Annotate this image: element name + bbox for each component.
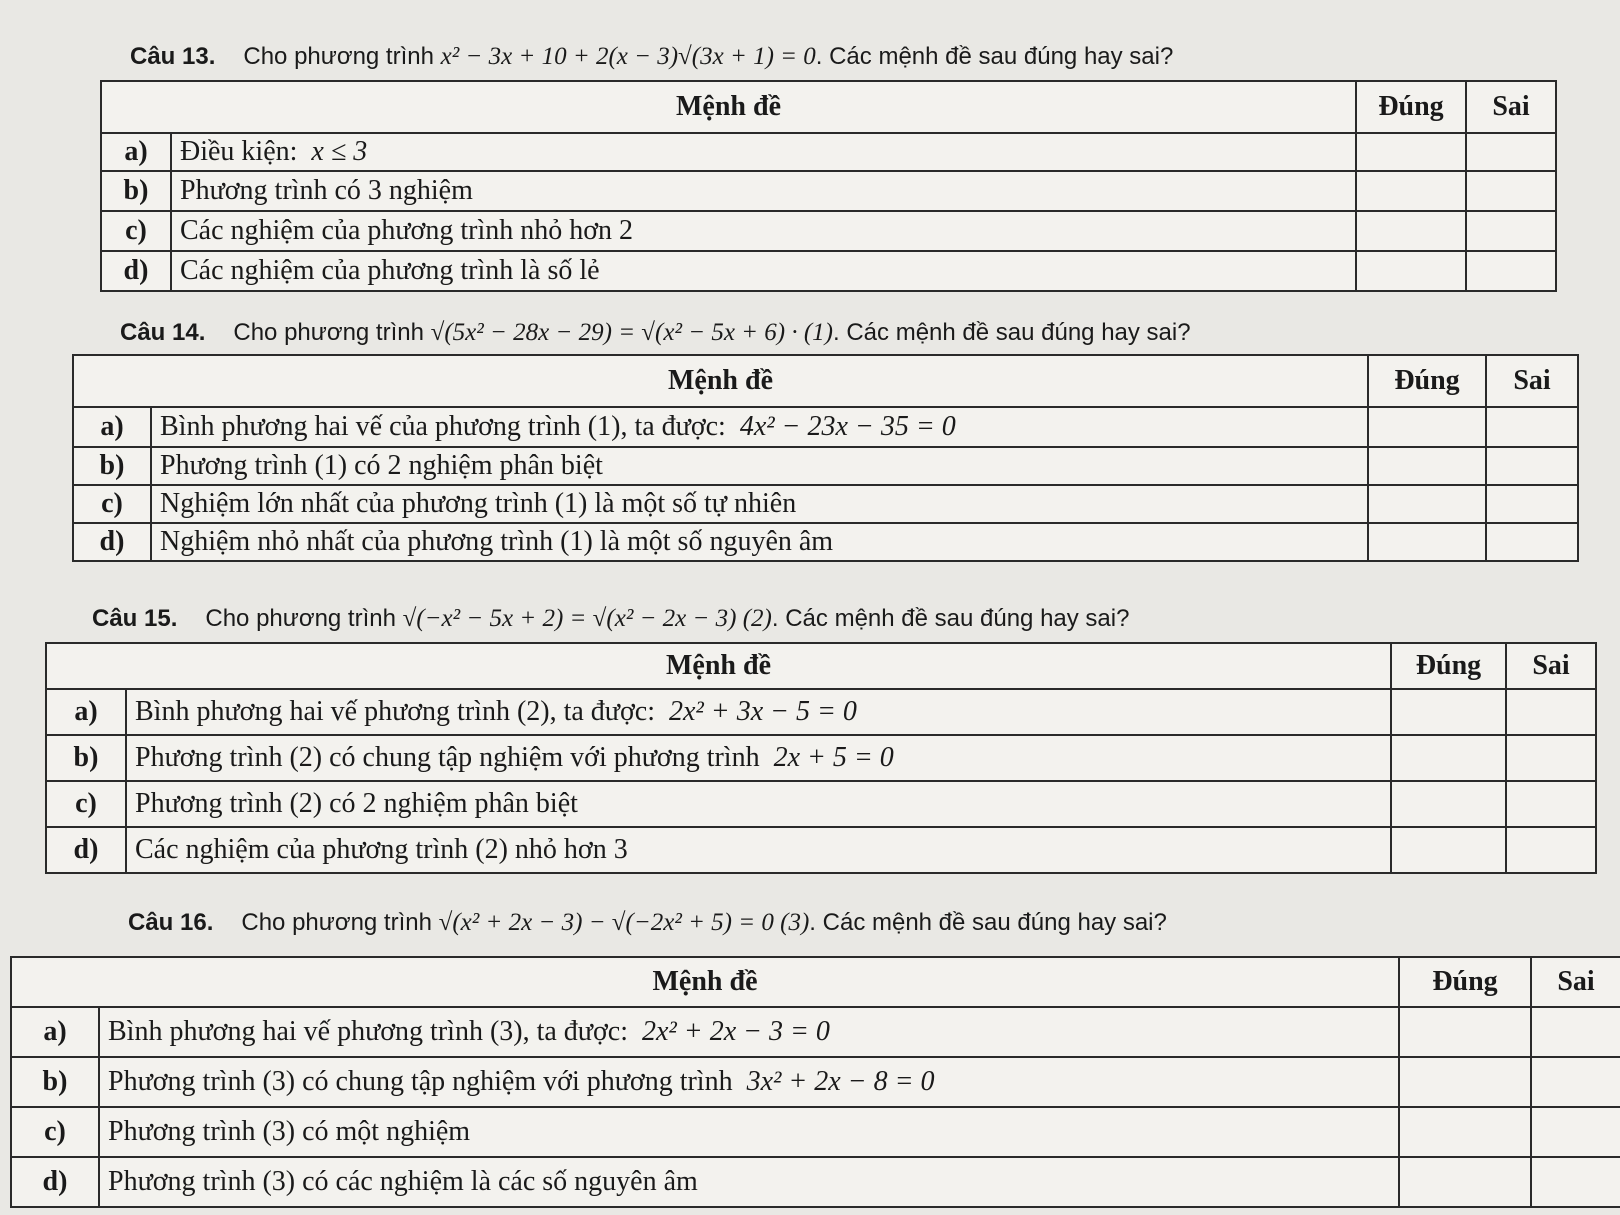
- table-row: [11, 1057, 1620, 1107]
- row-text: Nghiệm nhỏ nhất của phương trình (1) là một số nguyên âm: [160, 526, 834, 557]
- header-false: Sai: [1466, 81, 1556, 133]
- true-cell[interactable]: [1356, 171, 1466, 211]
- row-text: Các nghiệm của phương trình nhỏ hơn 2: [180, 215, 634, 246]
- header-true: Đúng: [1368, 355, 1486, 407]
- false-cell[interactable]: [1531, 1157, 1620, 1207]
- question-number: Câu 13.: [130, 43, 216, 70]
- true-cell[interactable]: [1399, 1107, 1531, 1157]
- question-13-prompt: [130, 40, 1173, 74]
- false-cell[interactable]: [1466, 171, 1556, 211]
- true-cell[interactable]: [1399, 1007, 1531, 1057]
- row-text: Bình phương hai vế phương trình (3), ta được:: [108, 1016, 628, 1047]
- false-cell[interactable]: [1506, 827, 1596, 873]
- true-cell[interactable]: [1368, 523, 1486, 561]
- question-14: [120, 316, 1191, 350]
- question-intro: Cho phương trình: [241, 909, 432, 936]
- row-label: a): [11, 1007, 99, 1057]
- row-statement: [151, 523, 1368, 561]
- header-false: Sai: [1506, 643, 1596, 689]
- question-equation: x² − 3x + 10 + 2(x − 3)√(3x + 1) = 0: [440, 43, 816, 70]
- true-cell[interactable]: [1368, 485, 1486, 523]
- row-label: d): [73, 523, 151, 561]
- row-label: b): [101, 171, 171, 211]
- question-number: Câu 14.: [120, 319, 206, 346]
- table-row: [73, 485, 1578, 523]
- row-math: 3x² + 2x − 8 = 0: [746, 1066, 935, 1097]
- true-cell[interactable]: [1368, 407, 1486, 447]
- header-true: Đúng: [1391, 643, 1506, 689]
- row-label: b): [73, 447, 151, 485]
- false-cell[interactable]: [1531, 1007, 1620, 1057]
- row-label: c): [46, 781, 126, 827]
- row-text: Phương trình (3) có một nghiệm: [108, 1116, 471, 1147]
- row-text: Phương trình có 3 nghiệm: [180, 175, 473, 206]
- row-math: 2x² + 2x − 3 = 0: [641, 1016, 830, 1047]
- row-label: b): [46, 735, 126, 781]
- true-cell[interactable]: [1356, 133, 1466, 171]
- question-suffix: . Các mệnh đề sau đúng hay sai?: [771, 605, 1130, 632]
- row-math: 2x + 5 = 0: [773, 742, 894, 773]
- question-suffix: . Các mệnh đề sau đúng hay sai?: [815, 43, 1174, 70]
- row-statement: [171, 211, 1356, 251]
- question-15-prompt: [92, 602, 1129, 636]
- row-label: a): [73, 407, 151, 447]
- table-row: [101, 211, 1556, 251]
- table-row: [101, 171, 1556, 211]
- row-text: Phương trình (2) có 2 nghiệm phân biệt: [135, 788, 578, 819]
- question-16-table: [10, 956, 1620, 1208]
- false-cell[interactable]: [1506, 781, 1596, 827]
- table-row: [46, 781, 1596, 827]
- question-13: [130, 40, 1173, 74]
- false-cell[interactable]: [1531, 1057, 1620, 1107]
- header-false: Sai: [1531, 957, 1620, 1007]
- row-statement: [126, 735, 1391, 781]
- row-statement: [99, 1107, 1399, 1157]
- header-true: Đúng: [1356, 81, 1466, 133]
- table-row: [101, 251, 1556, 291]
- row-label: c): [73, 485, 151, 523]
- row-label: a): [46, 689, 126, 735]
- row-statement: [151, 485, 1368, 523]
- true-cell[interactable]: [1356, 251, 1466, 291]
- false-cell[interactable]: [1506, 689, 1596, 735]
- question-16-prompt: [128, 906, 1167, 940]
- row-text: Phương trình (1) có 2 nghiệm phân biệt: [160, 450, 603, 481]
- row-statement: [126, 781, 1391, 827]
- row-text: Các nghiệm của phương trình (2) nhỏ hơn 3: [135, 834, 628, 865]
- row-statement: [126, 689, 1391, 735]
- row-math: x ≤ 3: [311, 136, 368, 167]
- true-cell[interactable]: [1399, 1057, 1531, 1107]
- header-true: Đúng: [1399, 957, 1531, 1007]
- row-label: d): [101, 251, 171, 291]
- question-intro: Cho phương trình: [243, 43, 434, 70]
- header-statement: Mệnh đề: [101, 81, 1356, 133]
- row-math: 2x² + 3x − 5 = 0: [668, 696, 857, 727]
- row-statement: [99, 1007, 1399, 1057]
- question-number: Câu 16.: [128, 909, 214, 936]
- row-text: Bình phương hai vế của phương trình (1), ta được:: [160, 411, 726, 442]
- false-cell[interactable]: [1486, 485, 1578, 523]
- table-row: [11, 1157, 1620, 1207]
- question-suffix: . Các mệnh đề sau đúng hay sai?: [833, 319, 1191, 346]
- true-cell[interactable]: [1356, 211, 1466, 251]
- table-row: [73, 407, 1578, 447]
- table-row: [46, 827, 1596, 873]
- row-text: Phương trình (2) có chung tập nghiệm với phương trình: [135, 742, 760, 773]
- false-cell[interactable]: [1466, 133, 1556, 171]
- table-row: [46, 689, 1596, 735]
- table-row: [11, 1107, 1620, 1157]
- question-equation: √(x² + 2x − 3) − √(−2x² + 5) = 0 (3): [438, 909, 810, 936]
- row-statement: [99, 1157, 1399, 1207]
- false-cell[interactable]: [1506, 735, 1596, 781]
- row-label: c): [11, 1107, 99, 1157]
- header-false: Sai: [1486, 355, 1578, 407]
- header-statement: Mệnh đề: [73, 355, 1368, 407]
- row-label: a): [101, 133, 171, 171]
- question-equation: √(−x² − 5x + 2) = √(x² − 2x − 3) (2): [402, 605, 772, 632]
- false-cell[interactable]: [1486, 523, 1578, 561]
- true-cell[interactable]: [1368, 447, 1486, 485]
- true-cell[interactable]: [1391, 735, 1506, 781]
- row-text: Phương trình (3) có các nghiệm là các số nguyên âm: [108, 1166, 698, 1197]
- row-math: 4x² − 23x − 35 = 0: [739, 411, 956, 442]
- header-statement: Mệnh đề: [11, 957, 1399, 1007]
- row-statement: [151, 407, 1368, 447]
- question-15-table: [45, 642, 1597, 874]
- false-cell[interactable]: [1486, 407, 1578, 447]
- table-row: [11, 1007, 1620, 1057]
- row-statement: [151, 447, 1368, 485]
- false-cell[interactable]: [1531, 1107, 1620, 1157]
- question-15: [92, 602, 1129, 636]
- question-16: [128, 906, 1167, 940]
- row-label: c): [101, 211, 171, 251]
- true-cell[interactable]: [1391, 689, 1506, 735]
- row-label: d): [11, 1157, 99, 1207]
- row-label: d): [46, 827, 126, 873]
- question-14-prompt: [120, 316, 1191, 350]
- row-text: Phương trình (3) có chung tập nghiệm với phương trình: [108, 1066, 733, 1097]
- row-statement: [99, 1057, 1399, 1107]
- question-13-table: [100, 80, 1557, 292]
- true-cell[interactable]: [1399, 1157, 1531, 1207]
- false-cell[interactable]: [1466, 251, 1556, 291]
- row-statement: [126, 827, 1391, 873]
- false-cell[interactable]: [1466, 211, 1556, 251]
- header-statement: Mệnh đề: [46, 643, 1391, 689]
- question-14-table: [72, 354, 1579, 562]
- question-equation: √(5x² − 28x − 29) = √(x² − 5x + 6) · (1): [430, 319, 834, 346]
- false-cell[interactable]: [1486, 447, 1578, 485]
- row-statement: [171, 251, 1356, 291]
- row-text: Bình phương hai vế phương trình (2), ta được:: [135, 696, 655, 727]
- question-intro: Cho phương trình: [205, 605, 396, 632]
- row-text: Các nghiệm của phương trình là số lẻ: [180, 255, 600, 286]
- true-cell[interactable]: [1391, 781, 1506, 827]
- question-suffix: . Các mệnh đề sau đúng hay sai?: [809, 909, 1167, 936]
- row-text: Nghiệm lớn nhất của phương trình (1) là một số tự nhiên: [160, 488, 797, 519]
- question-number: Câu 15.: [92, 605, 178, 632]
- table-row: [101, 133, 1556, 171]
- row-statement: [171, 133, 1356, 171]
- table-row: [46, 735, 1596, 781]
- true-cell[interactable]: [1391, 827, 1506, 873]
- table-row: [73, 523, 1578, 561]
- question-intro: Cho phương trình: [233, 319, 424, 346]
- row-statement: [171, 171, 1356, 211]
- row-label: b): [11, 1057, 99, 1107]
- table-row: [73, 447, 1578, 485]
- row-text: Điều kiện:: [180, 136, 298, 167]
